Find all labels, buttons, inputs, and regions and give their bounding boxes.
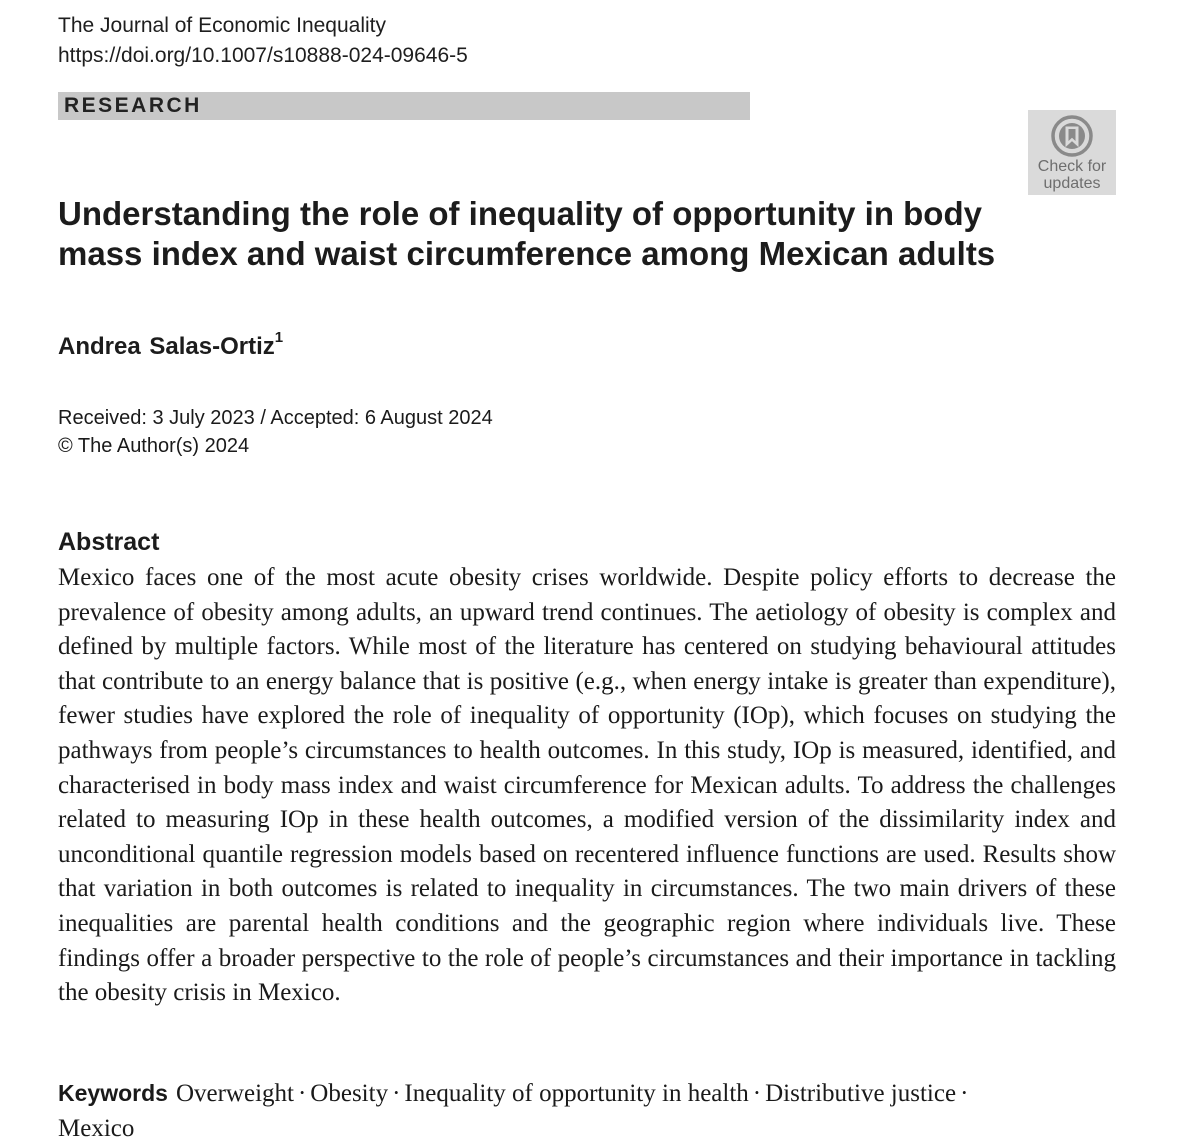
author-line — [58, 329, 284, 362]
keyword-separator: · — [392, 1080, 401, 1107]
section-label: RESEARCH — [64, 94, 202, 117]
keyword-separator: · — [960, 1080, 969, 1107]
check-for-updates-badge[interactable] — [1028, 110, 1116, 195]
doi-link[interactable]: https://doi.org/10.1007/s10888-024-09646-5 — [58, 44, 468, 67]
copyright-line: © The Author(s) 2024 — [58, 435, 250, 457]
keyword-item: Obesity — [310, 1080, 389, 1107]
check-for-updates-text — [1028, 158, 1116, 192]
check-line-1: Check for — [1037, 158, 1107, 175]
keyword-separator: · — [752, 1080, 762, 1107]
keyword-item: Mexico — [58, 1115, 135, 1142]
bookmark-check-icon — [1050, 114, 1094, 158]
author-name[interactable]: Andrea Salas-Ortiz — [58, 333, 275, 360]
keyword-item: Inequality of opportunity in health — [404, 1080, 749, 1107]
check-line-2: updates — [1043, 175, 1101, 192]
journal-name: The Journal of Economic Inequality — [58, 14, 387, 37]
author-affiliation-marker[interactable]: 1 — [274, 329, 284, 346]
abstract-heading: Abstract — [58, 528, 160, 556]
section-banner — [58, 92, 750, 120]
keyword-separator: · — [297, 1080, 307, 1107]
keywords-label: Keywords — [58, 1080, 168, 1106]
abstract-text: Mexico faces one of the most acute obesity crises worldwide. Despite policy efforts to decrease the prevalence of obesity among adults, an upward trend continues. The aetiology of obesity is complex and defined by multiple factors. While most of the literature has centered on studying behavioural attitudes that contribute to an energy balance that is positive (e.g., when energy intake is greater than expenditure), fewer studies have explored the role of inequality of opportunity (IOp), which focuses on studying the pathways from people’s circumstances to health outcomes. In this study, IOp is measured, identified, and characterised in body mass index and waist circumference for Mexican adults. To address the challenges related to measuring IOp in these health outcomes, a modified version of the dissimilarity index and unconditional quantile regression models based on recentered influence functions are used. Results show that variation in both outcomes is related to inequality in circumstances. The two main drivers of these inequalities are parental health conditions and the geographic region where individuals live. These findings offer a broader perspective to the role of people’s circumstances and their importance in tackling the obesity crisis in Mexico. — [58, 564, 1116, 1007]
article-title: Understanding the role of inequality of opportunity in body mass index and waist circumference among Mexican adults — [58, 195, 996, 272]
keyword-item: Overweight — [175, 1080, 294, 1107]
received-accepted-dates: Received: 3 July 2023 / Accepted: 6 August 2024 — [58, 407, 493, 429]
keyword-item: Distributive justice — [765, 1080, 957, 1107]
keywords-line — [58, 1076, 1116, 1146]
